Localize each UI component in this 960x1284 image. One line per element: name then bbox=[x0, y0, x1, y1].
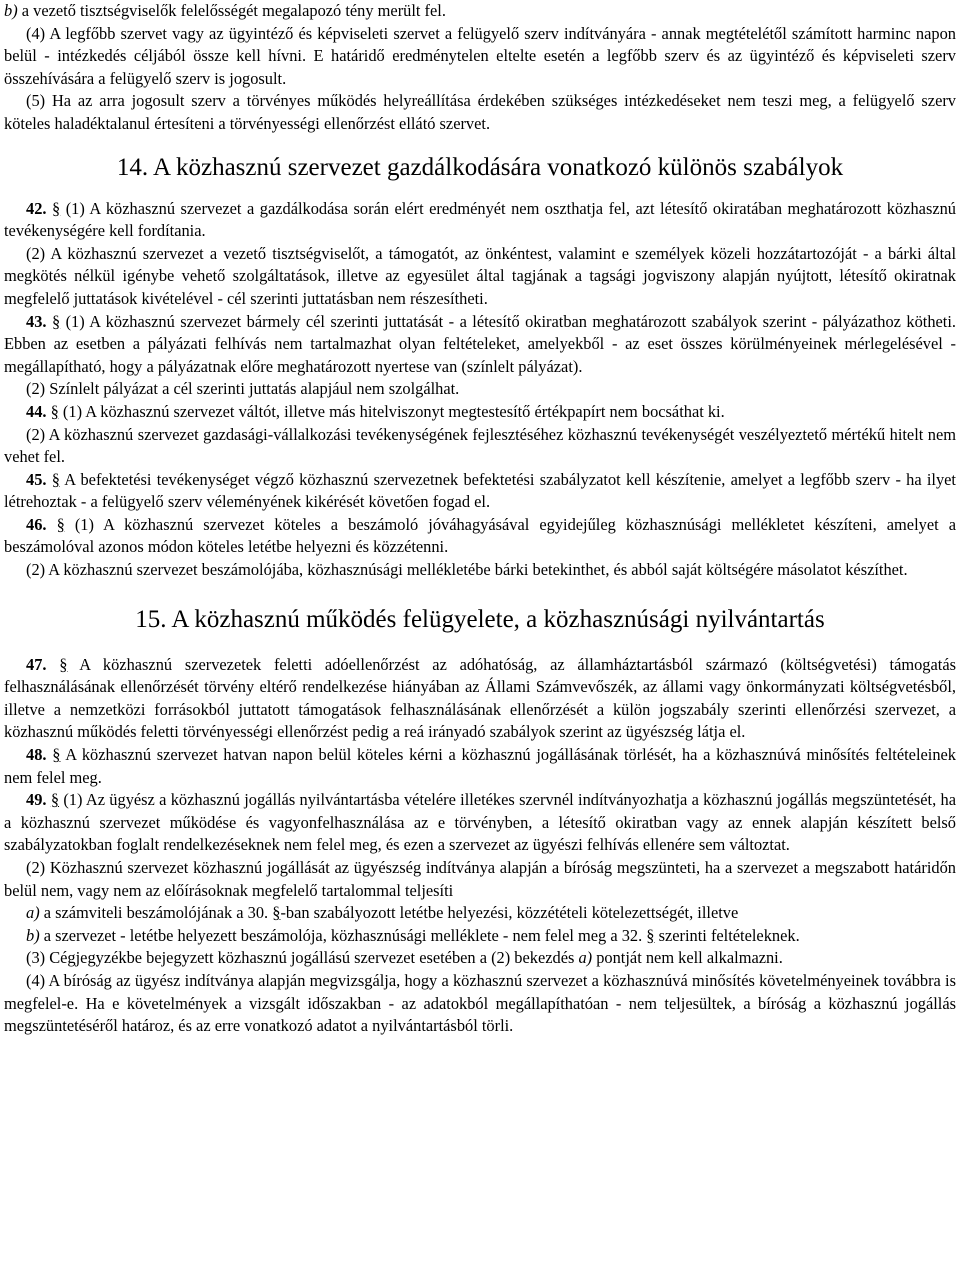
paragraph-number-45: 45. bbox=[26, 469, 47, 489]
paragraph-number-49: 49. bbox=[26, 790, 47, 810]
paragraph-text: (3) Cégjegyzékbe bejegyzett közhasznú jogállású szervezet esetében a (2) bekezdés bbox=[26, 948, 579, 968]
paragraph-44-2: (2) A közhasznú szervezet gazdasági-vállalkozási tevékenységének fejlesztéséhez közhasznú tevékenységét veszélyeztető mértékű hitelt nem vehet fel. bbox=[4, 424, 956, 467]
paragraph-44-1 bbox=[4, 401, 956, 424]
list-label-a: a) bbox=[26, 903, 40, 923]
paragraph-49-3 bbox=[4, 947, 956, 970]
paragraph-text: (1) A közhasznú szervezet a gazdálkodása során elért eredményét nem oszthatja fel, azt létesítő okiratában meghatározott közhasznú tevékenységére kell fordítania. bbox=[4, 198, 956, 241]
paragraph-49-1 bbox=[4, 789, 956, 857]
section-symbol: § bbox=[50, 790, 60, 810]
paragraph-text: a vezető tisztségviselők felelősségét megalapozó tény merült fel. bbox=[17, 1, 446, 20]
paragraph-49-2b bbox=[4, 925, 956, 948]
paragraph-47 bbox=[4, 654, 956, 744]
section-heading-14: 14. A közhasznú szervezet gazdálkodására vonatkozó különös szabályok bbox=[116, 153, 844, 181]
paragraph-number-42: 42. bbox=[26, 198, 47, 218]
paragraph-42-1 bbox=[4, 198, 956, 243]
paragraph-text: A közhasznú szervezetek feletti adóellenőrzést az adóhatóság, az államháztartásból származó (költségvetési) támogatás felhasználásának ellenőrzését törvény eltérő rendelkezése hiányában az Állami Számvevőszék, az állami vagy önkormányzati költségvetésből, illetve a nemzetközi forrásokból juttatott támogatások felhasználásának ellenőrzését a külön jogszabály szerinti ellenőrzési szervezet, a közhasznú működés feletti törvényességi ellenőrzést pedig a reá irányadó szabályok szerint az ügyészség látja el. bbox=[4, 654, 956, 742]
paragraph-49-2a bbox=[4, 902, 956, 925]
paragraph-text: a számviteli beszámolójának a 30. bbox=[39, 903, 273, 923]
section-symbol: § bbox=[50, 401, 59, 421]
paragraph-number-48: 48. bbox=[26, 745, 47, 765]
section-heading-15: 15. A közhasznú működés felügyelete, a közhasznúsági nyilvántartás bbox=[135, 605, 825, 633]
section-symbol: § bbox=[646, 925, 655, 945]
paragraph-48 bbox=[4, 744, 956, 789]
section-symbol: § bbox=[52, 198, 61, 218]
paragraph-text: pontját nem kell alkalmazni. bbox=[592, 948, 783, 968]
section-symbol: § bbox=[52, 745, 61, 765]
paragraph-text: A befektetési tevékenységet végző közhasznú szervezetnek befektetési szabályzatot kell készítenie, amelyet a legfőbb szerv - ha ilyet létrehoztak - a felügyelő szerv véleményének kikérését követően fogad el. bbox=[4, 469, 956, 512]
section-symbol: § bbox=[59, 654, 68, 674]
section-symbol: § bbox=[51, 469, 60, 489]
paragraph-49-4: (4) A bíróság az ügyész indítványa alapján megvizsgálja, hogy a közhasznú szervezet a közhasznúvá minősítés követelményeinek továbbra is megfelel-e. Ha e követelmények a vizsgált időszakban - az adatokból megállapíthatóan - nem teljesültek, a bíróság a közhasznú jogállás megszüntetéséről határoz, és az erre vonatkozó adatot a nyilvántartásból törli. bbox=[4, 970, 956, 1036]
paragraph-text: (1) Az ügyész a közhasznú jogállás nyilvántartásba vételére illetékes szervnél indítványozhatja a közhasznú jogállás megszüntetését, ha a közhasznú szervezet működése és vagyonfelhasználása az e törvényben, a létesítő okiratban vagy az ennek alapján készített belső szabályzatokban foglalt rendelkezéseknek nem felel meg, és ezen a szervezet az ügyészi felhívás ellenére sem változtat. bbox=[4, 790, 956, 855]
paragraph-text: (1) A közhasznú szervezet váltót, illetve más hitelviszonyt megtestesítő értékpapírt nem bocsáthat ki. bbox=[58, 401, 725, 421]
paragraph-number-43: 43. bbox=[26, 311, 47, 331]
paragraph-number-47: 47. bbox=[26, 654, 47, 674]
paragraph-45 bbox=[4, 469, 956, 514]
paragraph-4-5: (5) Ha az arra jogosult szerv a törvényes működés helyreállítása érdekében szükséges intézkedéseket nem teszi meg, a felügyelő szerv köteles haladéktalanul értesíteni a törvényességi ellenőrzést ellátó szervet. bbox=[4, 91, 956, 133]
list-label-b: b) bbox=[4, 1, 18, 20]
paragraph-4-4: (4) A legfőbb szervet vagy az ügyintéző és képviseleti szervet a felügyelő szerv indítványára - annak megtételétől számított harminc napon belül - intézkedés céljából össze kell hívni. E határidő eredménytelen eltelte esetén a legfőbb szerv és az ügyintéző és képviseleti szerv összehívására a felügyelő szerv is jogosult. bbox=[4, 23, 956, 88]
paragraph-number-44: 44. bbox=[26, 401, 47, 421]
paragraph-4-3b bbox=[4, 0, 956, 23]
paragraph-text: (1) A közhasznú szervezet bármely cél szerinti juttatását - a létesítő okiratban meghatározott szabályok szerint - pályázathoz kötheti. Ebben az esetben a pályázati felhívás nem tartalmazhat olyan feltételeket, amelyekből - az eset összes körülményeinek mérlegelésével - megállapítható, hogy a pályázatnak előre meghatározott nyertese van (színlelt pályázat). bbox=[4, 311, 956, 376]
section-symbol: § bbox=[56, 514, 65, 534]
paragraph-43-1 bbox=[4, 311, 956, 379]
paragraph-text: szerinti feltételeknek. bbox=[654, 925, 800, 945]
section-symbol: § bbox=[51, 311, 61, 331]
paragraph-text: a szervezet - letétbe helyezett beszámolója, közhasznúsági melléklete - nem felel meg a 32. bbox=[39, 925, 647, 945]
paragraph-42-2: (2) A közhasznú szervezet a vezető tisztségviselőt, a támogatót, az önkéntest, valamint e személyek közeli hozzátartozóját - a bárki által megkötés nélkül igénybe vehető szolgáltatások, illetve az egyesület által tagjának a tagsági jogviszony alapján nyújtott, létesítő okiratnak megfelelő juttatások kivételével - cél szerinti juttatásban nem részesítheti. bbox=[4, 243, 956, 308]
paragraph-46-2: (2) A közhasznú szervezet beszámolójába, közhasznúsági mellékletébe bárki betekinthet, és abból saját költségére másolatot készíthet. bbox=[26, 560, 908, 580]
list-reference-a: a) bbox=[578, 948, 593, 968]
paragraph-43-2: (2) Színlelt pályázat a cél szerinti juttatás alapjául nem szolgálhat. bbox=[26, 379, 460, 399]
paragraph-number-46: 46. bbox=[26, 514, 47, 534]
list-label-b: b) bbox=[26, 925, 40, 945]
paragraph-text: (1) A közhasznú szervezet köteles a beszámoló jóváhagyásával egyidejűleg közhasznúsági mellékletet készíteni, amelyet a beszámolóval azonos módon köteles letétbe helyezni és közzétenni. bbox=[4, 514, 956, 557]
paragraph-text: -ban szabályozott letétbe helyezési, közzétételi kötelezettségét, illetve bbox=[280, 903, 739, 923]
paragraph-46-1 bbox=[4, 514, 956, 559]
paragraph-49-2: (2) Közhasznú szervezet közhasznú jogállását az ügyészség indítványa alapján a bíróság megszünteti, ha a szervezet a megszabott határidőn belül nem, vagy nem az előírásoknak megfelelő tartalommal teljesíti bbox=[4, 858, 956, 900]
paragraph-text: A közhasznú szervezet hatvan napon belül köteles kérni a közhasznú jogállásának törlését, ha a közhasznúvá minősítés feltételeinek nem felel meg. bbox=[4, 745, 956, 787]
section-symbol: § bbox=[272, 903, 281, 923]
